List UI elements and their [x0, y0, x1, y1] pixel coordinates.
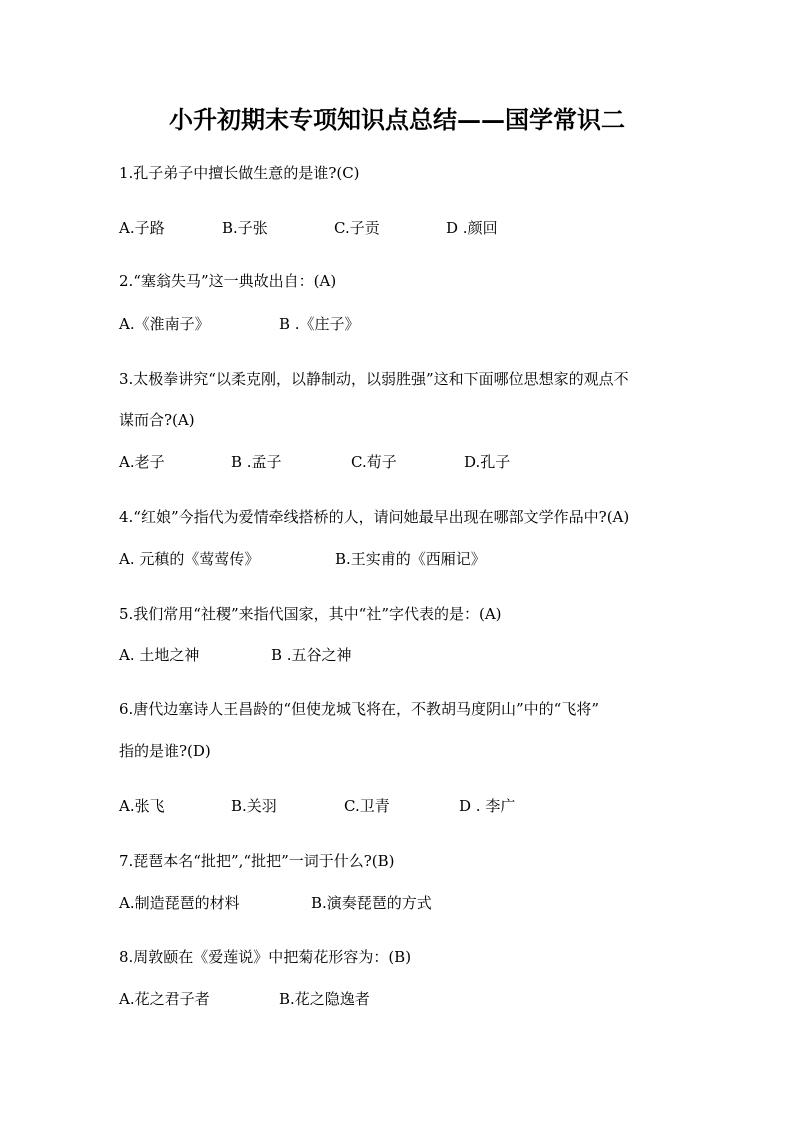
- question-6-option-a: A.张飞: [119, 797, 165, 815]
- question-8-option-b: B.花之隐逸者: [279, 990, 370, 1008]
- question-6-option-c: C.卫青: [344, 797, 390, 815]
- question-2-option-b: B .《庄子》: [279, 315, 360, 333]
- question-3-text-continued: 谋而合?(A): [119, 411, 195, 429]
- question-4-option-b: B.王实甫的《西厢记》: [335, 550, 486, 568]
- question-4-option-a: A. 元稹的《莺莺传》: [119, 550, 260, 568]
- question-3-option-c: C.荀子: [351, 453, 397, 471]
- question-1-option-d: D .颜回: [446, 219, 498, 237]
- question-1-option-c: C.子贡: [334, 219, 380, 237]
- question-6-text-continued: 指的是谁?(D): [119, 742, 211, 760]
- question-5-text: 5.我们常用“社稷”来指代国家，其中“社”字代表的是：(A): [119, 605, 502, 623]
- question-7-option-a: A.制造琵琶的材料: [119, 894, 240, 912]
- question-8-option-a: A.花之君子者: [119, 990, 210, 1008]
- question-7-text: 7.琵琶本名“批把”,“批把”一词于什么?(B): [119, 852, 395, 870]
- question-3-option-d: D.孔子: [464, 453, 511, 471]
- question-6-option-b: B.关羽: [231, 797, 277, 815]
- question-6-text: 6.唐代边塞诗人王昌龄的“但使龙城飞将在，不教胡马度阴山”中的“飞将”: [119, 700, 599, 718]
- question-1-text: 1.孔子弟子中擅长做生意的是谁?(C): [119, 164, 360, 182]
- question-1-option-a: A.子路: [119, 219, 165, 237]
- question-2-text: 2.“塞翁失马”这一典故出自：(A): [119, 272, 337, 290]
- page-title: 小升初期末专项知识点总结——国学常识二: [169, 105, 625, 134]
- question-3-text: 3.太极拳讲究“以柔克刚，以静制动，以弱胜强”这和下面哪位思想家的观点不: [119, 370, 629, 388]
- question-5-option-a: A. 土地之神: [119, 646, 200, 664]
- question-6-option-d: D . 李广: [459, 797, 516, 815]
- question-5-option-b: B .五谷之神: [271, 646, 352, 664]
- question-7-option-b: B.演奏琵琶的方式: [311, 894, 432, 912]
- question-1-option-b: B.子张: [222, 219, 268, 237]
- question-3-option-b: B .孟子: [231, 453, 282, 471]
- question-4-text: 4.“红娘”今指代为爱情牵线搭桥的人，请问她最早出现在哪部文学作品中?(A): [119, 508, 630, 526]
- question-8-text: 8.周敦颐在《爱莲说》中把菊花形容为：(B): [119, 948, 412, 966]
- question-3-option-a: A.老子: [119, 453, 165, 471]
- question-2-option-a: A.《淮南子》: [119, 315, 210, 333]
